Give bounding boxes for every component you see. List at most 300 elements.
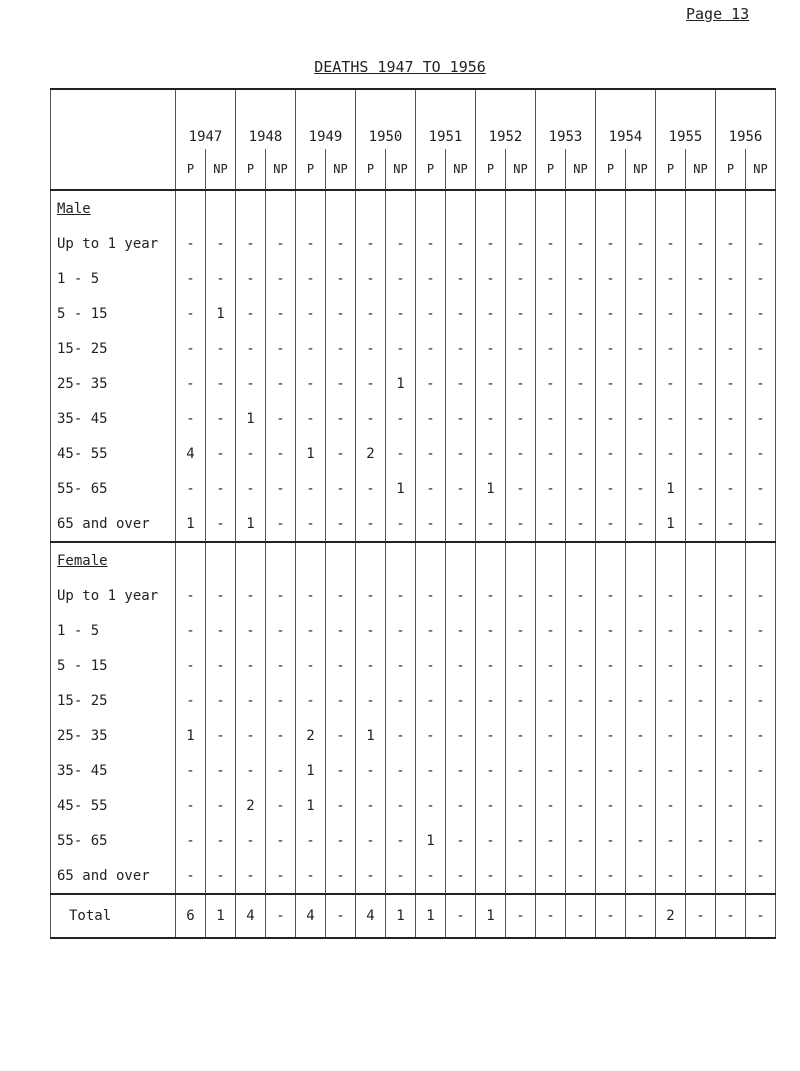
count-cell: - (446, 578, 476, 613)
count-cell: - (566, 683, 596, 718)
count-cell: - (476, 261, 506, 296)
empty-cell (176, 190, 206, 226)
year-header: 1955 (656, 89, 716, 149)
count-cell: 1 (296, 788, 326, 823)
count-cell: - (746, 226, 776, 261)
count-cell: - (686, 226, 716, 261)
age-group-label: Up to 1 year (57, 587, 159, 604)
count-cell: - (176, 261, 206, 296)
section-header-row (51, 190, 776, 226)
count-cell: - (416, 471, 446, 506)
count-cell: - (716, 858, 746, 894)
count-cell: - (506, 578, 536, 613)
age-group-label: 35- 45 (57, 410, 108, 427)
count-cell: - (596, 753, 626, 788)
count-cell: - (206, 648, 236, 683)
count-cell: - (506, 718, 536, 753)
count-cell: - (386, 506, 416, 542)
table-row (51, 823, 776, 858)
count-cell: - (746, 331, 776, 366)
empty-cell (476, 542, 506, 578)
table-row (51, 718, 776, 753)
count-cell: - (686, 823, 716, 858)
count-cell: - (266, 436, 296, 471)
count-cell: - (416, 401, 446, 436)
corner-cell (51, 89, 176, 149)
count-cell: - (386, 858, 416, 894)
count-cell: - (626, 226, 656, 261)
count-cell: - (206, 683, 236, 718)
age-group-label: 65 and over (51, 858, 176, 894)
col-header-np: NP (446, 149, 476, 190)
count-cell: - (506, 823, 536, 858)
count-cell: - (356, 226, 386, 261)
count-cell: - (596, 471, 626, 506)
year-header: 1956 (716, 89, 776, 149)
count-cell: - (176, 753, 206, 788)
count-cell: - (536, 858, 566, 894)
count-cell: - (566, 753, 596, 788)
count-cell: - (446, 366, 476, 401)
count-cell: - (416, 718, 446, 753)
empty-cell (446, 190, 476, 226)
count-cell: - (596, 683, 626, 718)
count-cell: - (446, 436, 476, 471)
count-cell: - (176, 613, 206, 648)
count-cell: - (266, 753, 296, 788)
section-header-row (51, 542, 776, 578)
total-cell: - (266, 894, 296, 938)
page-title: DEATHS 1947 TO 1956 (314, 58, 486, 76)
count-cell: - (326, 788, 356, 823)
count-cell: - (686, 471, 716, 506)
count-cell: - (206, 788, 236, 823)
count-cell: 1 (386, 471, 416, 506)
count-cell: - (626, 578, 656, 613)
count-cell: - (176, 788, 206, 823)
age-group-label: 5 - 15 (57, 657, 108, 674)
count-cell: - (266, 506, 296, 542)
count-cell: - (476, 578, 506, 613)
count-cell: - (206, 436, 236, 471)
count-cell: - (626, 788, 656, 823)
count-cell: - (716, 226, 746, 261)
table-row (51, 683, 776, 718)
count-cell: - (356, 296, 386, 331)
count-cell: - (326, 296, 356, 331)
count-cell: - (266, 401, 296, 436)
count-cell: - (176, 296, 206, 331)
empty-cell (296, 190, 326, 226)
count-cell: 1 (206, 296, 236, 331)
count-cell: - (536, 823, 566, 858)
count-cell: - (416, 226, 446, 261)
count-cell: - (506, 613, 536, 648)
count-cell: - (746, 471, 776, 506)
total-cell: 4 (236, 894, 266, 938)
count-cell: - (506, 401, 536, 436)
count-cell: - (716, 683, 746, 718)
col-header-p: P (356, 149, 386, 190)
count-cell: 2 (236, 788, 266, 823)
count-cell: - (716, 471, 746, 506)
count-cell: - (296, 578, 326, 613)
count-cell: - (476, 366, 506, 401)
count-cell: - (746, 683, 776, 718)
count-cell: - (446, 788, 476, 823)
table-row (51, 613, 776, 648)
count-cell: - (176, 401, 206, 436)
count-cell: - (416, 296, 446, 331)
count-cell: - (326, 261, 356, 296)
count-cell: - (596, 366, 626, 401)
count-cell: - (566, 648, 596, 683)
count-cell: - (266, 261, 296, 296)
count-cell: - (716, 261, 746, 296)
count-cell: - (326, 506, 356, 542)
count-cell: - (656, 753, 686, 788)
count-cell: - (176, 331, 206, 366)
count-cell: - (176, 683, 206, 718)
count-cell: - (686, 366, 716, 401)
count-cell: - (716, 823, 746, 858)
count-cell: 1 (416, 823, 446, 858)
count-cell: - (686, 296, 716, 331)
count-cell: - (416, 683, 446, 718)
count-cell: - (566, 366, 596, 401)
total-cell: - (746, 894, 776, 938)
count-cell: - (356, 366, 386, 401)
count-cell: - (626, 436, 656, 471)
count-cell: - (416, 331, 446, 366)
count-cell: - (356, 683, 386, 718)
count-cell: - (416, 436, 446, 471)
count-cell: - (176, 648, 206, 683)
count-cell: - (176, 578, 206, 613)
count-cell: - (446, 401, 476, 436)
count-cell: - (206, 471, 236, 506)
count-cell: - (746, 261, 776, 296)
count-cell: - (266, 366, 296, 401)
col-header-p: P (476, 149, 506, 190)
empty-cell (716, 190, 746, 226)
count-cell: - (596, 226, 626, 261)
table-row (51, 578, 776, 613)
total-cell: 2 (656, 894, 686, 938)
count-cell: - (506, 506, 536, 542)
total-cell: 4 (356, 894, 386, 938)
count-cell: - (386, 436, 416, 471)
count-cell: - (626, 261, 656, 296)
count-cell: - (746, 613, 776, 648)
count-cell: - (506, 788, 536, 823)
count-cell: - (416, 506, 446, 542)
count-cell: - (266, 578, 296, 613)
count-cell: - (716, 366, 746, 401)
count-cell: - (446, 506, 476, 542)
col-header-np: NP (206, 149, 236, 190)
count-cell: - (506, 753, 536, 788)
count-cell: - (716, 296, 746, 331)
count-cell: - (476, 718, 506, 753)
empty-cell (416, 190, 446, 226)
total-cell: - (446, 894, 476, 938)
empty-cell (206, 190, 236, 226)
empty-cell (266, 542, 296, 578)
age-group-label: 35- 45 (57, 762, 108, 779)
year-header: 1953 (536, 89, 596, 149)
count-cell: - (566, 788, 596, 823)
count-cell: - (686, 506, 716, 542)
age-group-label: 55- 65 (57, 480, 108, 497)
count-cell: - (536, 401, 566, 436)
empty-cell (746, 542, 776, 578)
count-cell: 1 (296, 753, 326, 788)
count-cell: - (416, 648, 446, 683)
count-cell: - (446, 296, 476, 331)
year-header-row (51, 89, 776, 149)
col-header-p: P (236, 149, 266, 190)
count-cell: - (236, 436, 266, 471)
count-cell: - (596, 648, 626, 683)
count-cell: - (416, 613, 446, 648)
count-cell: - (386, 613, 416, 648)
empty-cell (596, 190, 626, 226)
age-group-label: 1 - 5 (57, 270, 100, 287)
count-cell: - (356, 648, 386, 683)
count-cell: - (656, 401, 686, 436)
count-cell: - (626, 331, 656, 366)
table-row (51, 366, 776, 401)
count-cell: - (386, 401, 416, 436)
count-cell: - (326, 683, 356, 718)
count-cell: - (656, 331, 686, 366)
count-cell: - (626, 613, 656, 648)
count-cell: - (266, 226, 296, 261)
corner-cell-sub (51, 149, 176, 190)
count-cell: - (236, 296, 266, 331)
count-cell: - (596, 331, 626, 366)
count-cell: - (356, 578, 386, 613)
empty-cell (506, 190, 536, 226)
count-cell: - (176, 823, 206, 858)
count-cell: - (476, 401, 506, 436)
year-header: 1950 (356, 89, 416, 149)
subheader-row (51, 149, 776, 190)
table-row (51, 436, 776, 471)
count-cell: - (326, 858, 356, 894)
count-cell: - (656, 613, 686, 648)
count-cell: - (326, 613, 356, 648)
count-cell: - (476, 506, 506, 542)
age-group-label: 25- 35 (57, 727, 108, 744)
count-cell: - (446, 261, 476, 296)
count-cell: - (206, 753, 236, 788)
count-cell: - (356, 858, 386, 894)
count-cell: - (236, 366, 266, 401)
count-cell: - (236, 823, 266, 858)
count-cell: - (446, 858, 476, 894)
count-cell: - (566, 226, 596, 261)
count-cell: - (386, 296, 416, 331)
count-cell: - (566, 331, 596, 366)
count-cell: - (386, 578, 416, 613)
empty-cell (326, 190, 356, 226)
count-cell: - (386, 718, 416, 753)
count-cell: - (686, 648, 716, 683)
count-cell: 1 (236, 506, 266, 542)
count-cell: - (236, 648, 266, 683)
count-cell: - (566, 718, 596, 753)
count-cell: - (326, 366, 356, 401)
count-cell: - (716, 718, 746, 753)
count-cell: - (446, 331, 476, 366)
total-cell: - (596, 894, 626, 938)
count-cell: - (746, 788, 776, 823)
empty-cell (626, 542, 656, 578)
year-header: 1951 (416, 89, 476, 149)
count-cell: - (326, 226, 356, 261)
count-cell: - (536, 331, 566, 366)
count-cell: - (686, 788, 716, 823)
count-cell: 1 (176, 506, 206, 542)
year-header: 1948 (236, 89, 296, 149)
count-cell: - (296, 471, 326, 506)
count-cell: - (746, 578, 776, 613)
count-cell: - (356, 506, 386, 542)
count-cell: - (506, 858, 536, 894)
empty-cell (296, 542, 326, 578)
empty-cell (566, 190, 596, 226)
count-cell: - (716, 506, 746, 542)
count-cell: - (356, 788, 386, 823)
count-cell: - (326, 436, 356, 471)
count-cell: - (266, 823, 296, 858)
count-cell: - (356, 261, 386, 296)
table-row (51, 261, 776, 296)
count-cell: 1 (296, 436, 326, 471)
count-cell: - (536, 683, 566, 718)
count-cell: 2 (356, 436, 386, 471)
count-cell: - (656, 823, 686, 858)
total-cell: 6 (176, 894, 206, 938)
count-cell: - (566, 296, 596, 331)
count-cell: - (476, 788, 506, 823)
count-cell: - (656, 683, 686, 718)
count-cell: - (326, 331, 356, 366)
count-cell: - (656, 296, 686, 331)
count-cell: - (476, 226, 506, 261)
empty-cell (206, 542, 236, 578)
table-row (51, 648, 776, 683)
count-cell: - (596, 436, 626, 471)
count-cell: - (266, 331, 296, 366)
count-cell: - (266, 683, 296, 718)
count-cell: - (536, 648, 566, 683)
age-group-label: 25- 35 (57, 375, 108, 392)
table-row (51, 858, 776, 894)
count-cell: - (416, 858, 446, 894)
count-cell: - (626, 683, 656, 718)
count-cell: - (536, 261, 566, 296)
count-cell: - (476, 331, 506, 366)
count-cell: - (296, 683, 326, 718)
count-cell: - (236, 858, 266, 894)
count-cell: - (476, 753, 506, 788)
count-cell: - (206, 366, 236, 401)
table-row (51, 296, 776, 331)
count-cell: - (236, 471, 266, 506)
count-cell: - (536, 296, 566, 331)
count-cell: - (596, 718, 626, 753)
count-cell: - (476, 613, 506, 648)
count-cell: - (446, 226, 476, 261)
count-cell: - (356, 401, 386, 436)
count-cell: - (716, 436, 746, 471)
count-cell: - (536, 226, 566, 261)
count-cell: - (296, 331, 326, 366)
count-cell: - (626, 858, 656, 894)
age-group-label: Up to 1 year (57, 235, 159, 252)
count-cell: - (176, 366, 206, 401)
count-cell: - (266, 648, 296, 683)
empty-cell (476, 190, 506, 226)
table-row (51, 226, 776, 261)
section-title: Male (57, 200, 91, 217)
empty-cell (446, 542, 476, 578)
total-cell: - (716, 894, 746, 938)
count-cell: - (386, 331, 416, 366)
count-cell: - (716, 331, 746, 366)
table-row (51, 788, 776, 823)
count-cell: - (236, 578, 266, 613)
age-group-label: 1 - 5 (57, 622, 100, 639)
total-cell: - (626, 894, 656, 938)
count-cell: - (656, 718, 686, 753)
count-cell: - (596, 613, 626, 648)
section-title: Female (57, 552, 108, 569)
table-row (51, 506, 776, 542)
count-cell: - (206, 261, 236, 296)
count-cell: - (506, 226, 536, 261)
count-cell: - (236, 331, 266, 366)
col-header-np: NP (326, 149, 356, 190)
count-cell: - (416, 261, 446, 296)
count-cell: - (296, 401, 326, 436)
count-cell: - (596, 578, 626, 613)
count-cell: - (326, 718, 356, 753)
count-cell: 1 (656, 506, 686, 542)
count-cell: - (626, 296, 656, 331)
count-cell: - (326, 401, 356, 436)
col-header-np: NP (566, 149, 596, 190)
count-cell: - (326, 471, 356, 506)
count-cell: - (386, 788, 416, 823)
count-cell: - (566, 578, 596, 613)
count-cell: 1 (356, 718, 386, 753)
count-cell: - (446, 648, 476, 683)
empty-cell (626, 190, 656, 226)
count-cell: - (536, 788, 566, 823)
count-cell: - (296, 613, 326, 648)
count-cell: - (686, 401, 716, 436)
year-header: 1954 (596, 89, 656, 149)
count-cell: - (746, 718, 776, 753)
count-cell: - (656, 226, 686, 261)
count-cell: - (506, 683, 536, 718)
count-cell: - (746, 401, 776, 436)
empty-cell (386, 542, 416, 578)
